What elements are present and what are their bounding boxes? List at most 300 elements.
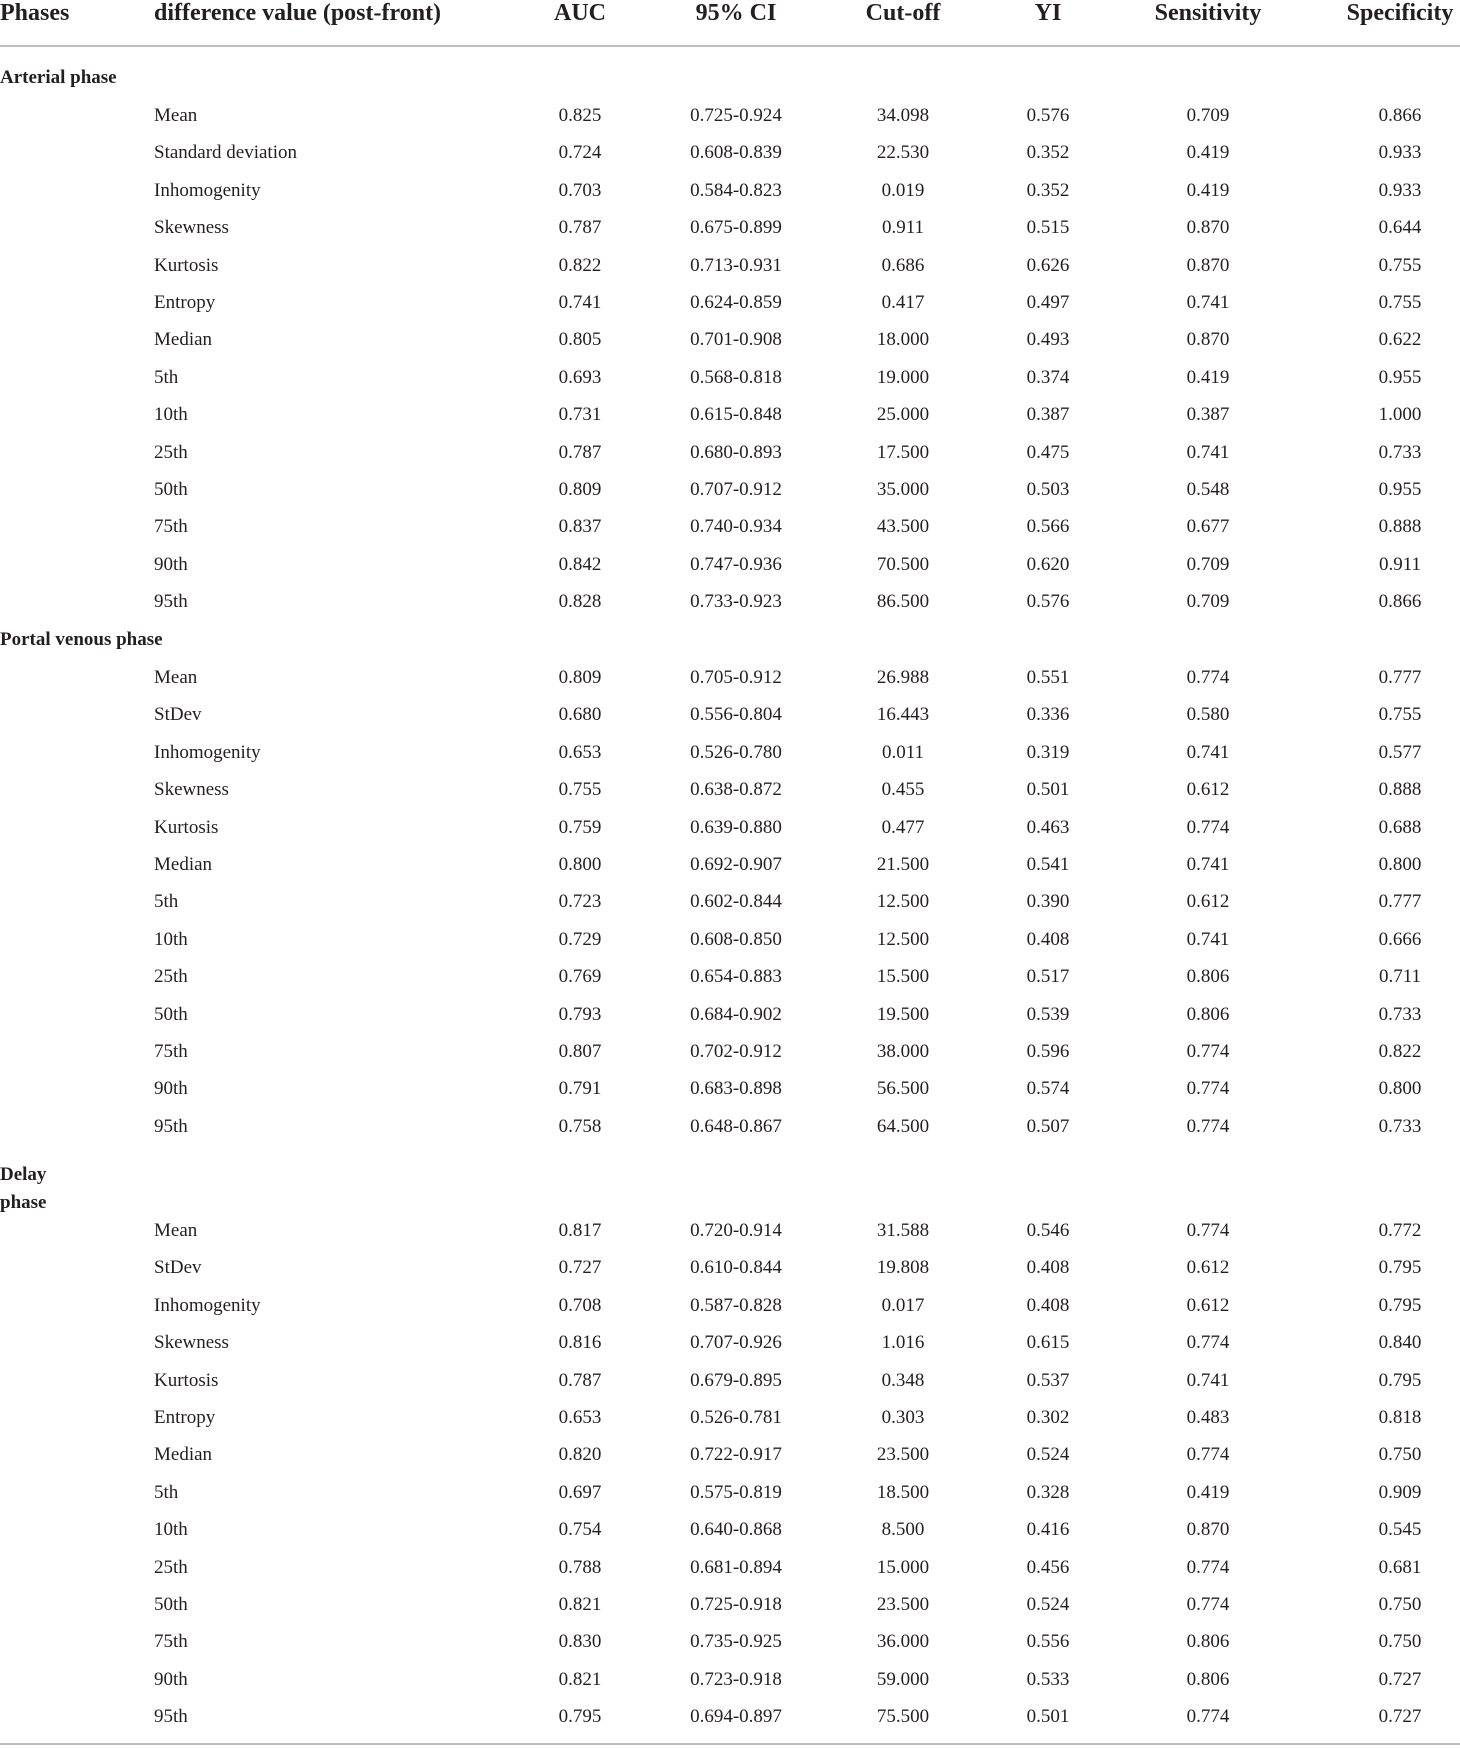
- param-name: Kurtosis: [154, 1370, 219, 1391]
- table-row: [0, 1033, 1460, 1070]
- specificity-value: 0.866: [1378, 591, 1422, 612]
- table-row: [0, 97, 1460, 134]
- cutoff-value: 64.500: [876, 1116, 930, 1137]
- ci-value: 0.639-0.880: [690, 817, 782, 838]
- cutoff-value: 31.588: [876, 1220, 930, 1241]
- yi-value: 0.302: [1026, 1407, 1070, 1428]
- yi-value: 0.537: [1026, 1370, 1070, 1391]
- param-name: 95th: [154, 591, 188, 612]
- cutoff-value: 19.500: [876, 1004, 930, 1025]
- param-name: Median: [154, 1444, 213, 1465]
- table-row: [0, 921, 1460, 958]
- cutoff-value: 0.686: [881, 255, 925, 276]
- sensitivity-value: 0.870: [1186, 1519, 1230, 1540]
- specificity-value: 0.795: [1378, 1295, 1422, 1316]
- param-name: Entropy: [154, 1407, 216, 1428]
- sensitivity-value: 0.419: [1186, 1482, 1230, 1503]
- table-row: [0, 883, 1460, 920]
- table-row: [0, 1399, 1460, 1436]
- auc-value: 0.791: [558, 1078, 602, 1099]
- specificity-value: 0.622: [1378, 329, 1422, 350]
- sensitivity-value: 0.774: [1186, 1706, 1230, 1727]
- table-row: [0, 1661, 1460, 1698]
- specificity-value: 0.933: [1378, 142, 1422, 163]
- ci-value: 0.713-0.931: [690, 255, 782, 276]
- sensitivity-value: 0.774: [1186, 1078, 1230, 1099]
- sensitivity-value: 0.774: [1186, 817, 1230, 838]
- specificity-value: 0.866: [1378, 105, 1422, 126]
- param-name: StDev: [154, 704, 202, 725]
- yi-value: 0.416: [1026, 1519, 1070, 1540]
- yi-value: 0.515: [1026, 217, 1070, 238]
- table-row: [0, 659, 1460, 696]
- auc-value: 0.741: [558, 292, 602, 313]
- specificity-value: 0.711: [1378, 966, 1422, 987]
- param-name: 75th: [154, 1041, 188, 1062]
- header-yi: YI: [1034, 0, 1062, 26]
- param-name: 50th: [154, 479, 188, 500]
- yi-value: 0.408: [1026, 1295, 1070, 1316]
- auc-value: 0.828: [558, 591, 602, 612]
- param-name: 10th: [154, 404, 188, 425]
- param-name: 50th: [154, 1004, 188, 1025]
- cutoff-value: 75.500: [876, 1706, 930, 1727]
- sensitivity-value: 0.483: [1186, 1407, 1230, 1428]
- table-row: [0, 1108, 1460, 1145]
- ci-value: 0.584-0.823: [690, 180, 782, 201]
- table-row: [0, 546, 1460, 583]
- cutoff-value: 0.017: [881, 1295, 925, 1316]
- specificity-value: 0.909: [1378, 1482, 1422, 1503]
- auc-value: 0.807: [558, 1041, 602, 1062]
- sensitivity-value: 0.419: [1186, 180, 1230, 201]
- table-row: [0, 1362, 1460, 1399]
- yi-value: 0.463: [1026, 817, 1070, 838]
- header-auc: AUC: [554, 0, 606, 26]
- yi-value: 0.408: [1026, 1257, 1070, 1278]
- specificity-value: 0.577: [1378, 742, 1422, 763]
- sensitivity-value: 0.774: [1186, 1557, 1230, 1578]
- table-row: [0, 1212, 1460, 1249]
- cutoff-value: 19.808: [876, 1257, 930, 1278]
- ci-value: 0.725-0.918: [690, 1594, 782, 1615]
- auc-value: 0.837: [558, 516, 602, 537]
- ci-value: 0.624-0.859: [690, 292, 782, 313]
- yi-value: 0.475: [1026, 442, 1070, 463]
- specificity-value: 0.733: [1378, 1116, 1422, 1137]
- param-name: 10th: [154, 1519, 188, 1540]
- sensitivity-value: 0.806: [1186, 1669, 1230, 1690]
- table-row: [0, 321, 1460, 358]
- specificity-value: 0.755: [1378, 704, 1422, 725]
- table-row: [0, 172, 1460, 209]
- cutoff-value: 43.500: [876, 516, 930, 537]
- table-row: [0, 434, 1460, 471]
- cutoff-value: 1.016: [881, 1332, 925, 1353]
- ci-value: 0.654-0.883: [690, 966, 782, 987]
- specificity-value: 0.822: [1378, 1041, 1422, 1062]
- specificity-value: 0.772: [1378, 1220, 1422, 1241]
- ci-value: 0.608-0.850: [690, 929, 782, 950]
- param-name: Entropy: [154, 292, 216, 313]
- specificity-value: 0.800: [1378, 1078, 1422, 1099]
- cutoff-value: 38.000: [876, 1041, 930, 1062]
- cutoff-value: 15.500: [876, 966, 930, 987]
- auc-value: 0.787: [558, 442, 602, 463]
- param-name: Skewness: [154, 217, 229, 238]
- specificity-value: 0.727: [1378, 1669, 1422, 1690]
- auc-value: 0.755: [558, 779, 602, 800]
- param-name: Inhomogenity: [154, 1295, 261, 1316]
- specificity-value: 0.818: [1378, 1407, 1422, 1428]
- specificity-value: 1.000: [1378, 404, 1422, 425]
- table-row: [0, 1586, 1460, 1623]
- auc-value: 0.787: [558, 1370, 602, 1391]
- cutoff-value: 0.019: [881, 180, 925, 201]
- table-row: [0, 1324, 1460, 1361]
- sensitivity-value: 0.741: [1186, 742, 1230, 763]
- header-rule: [0, 45, 1460, 47]
- cutoff-value: 26.988: [876, 667, 930, 688]
- ci-value: 0.735-0.925: [690, 1631, 782, 1652]
- sensitivity-value: 0.741: [1186, 1370, 1230, 1391]
- specificity-value: 0.681: [1378, 1557, 1422, 1578]
- ci-value: 0.725-0.924: [690, 105, 782, 126]
- auc-value: 0.697: [558, 1482, 602, 1503]
- specificity-value: 0.955: [1378, 367, 1422, 388]
- auc-value: 0.693: [558, 367, 602, 388]
- ci-value: 0.638-0.872: [690, 779, 782, 800]
- yi-value: 0.596: [1026, 1041, 1070, 1062]
- sensitivity-value: 0.774: [1186, 1594, 1230, 1615]
- specificity-value: 0.955: [1378, 479, 1422, 500]
- cutoff-value: 21.500: [876, 854, 930, 875]
- sensitivity-value: 0.612: [1186, 891, 1230, 912]
- ci-value: 0.707-0.926: [690, 1332, 782, 1353]
- table-row: [0, 1070, 1460, 1107]
- param-name: 90th: [154, 1669, 188, 1690]
- cutoff-value: 0.011: [881, 742, 925, 763]
- header-phases: Phases: [0, 0, 70, 26]
- auc-value: 0.759: [558, 817, 602, 838]
- cutoff-value: 70.500: [876, 554, 930, 575]
- table-row: [0, 1474, 1460, 1511]
- param-name: Inhomogenity: [154, 742, 261, 763]
- auc-value: 0.822: [558, 255, 602, 276]
- sensitivity-value: 0.709: [1186, 554, 1230, 575]
- auc-value: 0.724: [558, 142, 602, 163]
- yi-value: 0.352: [1026, 142, 1070, 163]
- sensitivity-value: 0.741: [1186, 442, 1230, 463]
- yi-value: 0.551: [1026, 667, 1070, 688]
- param-name: 25th: [154, 442, 188, 463]
- param-name: 25th: [154, 966, 188, 987]
- header-sensitivity: Sensitivity: [1154, 0, 1262, 26]
- specificity-value: 0.795: [1378, 1257, 1422, 1278]
- yi-value: 0.352: [1026, 180, 1070, 201]
- sensitivity-value: 0.677: [1186, 516, 1230, 537]
- specificity-value: 0.795: [1378, 1370, 1422, 1391]
- auc-value: 0.731: [558, 404, 602, 425]
- auc-value: 0.825: [558, 105, 602, 126]
- specificity-value: 0.933: [1378, 180, 1422, 201]
- cutoff-value: 0.303: [881, 1407, 925, 1428]
- specificity-value: 0.545: [1378, 1519, 1422, 1540]
- sensitivity-value: 0.612: [1186, 1295, 1230, 1316]
- yi-value: 0.390: [1026, 891, 1070, 912]
- yi-value: 0.374: [1026, 367, 1070, 388]
- sensitivity-value: 0.709: [1186, 105, 1230, 126]
- specificity-value: 0.750: [1378, 1631, 1422, 1652]
- ci-value: 0.740-0.934: [690, 516, 782, 537]
- specificity-value: 0.733: [1378, 1004, 1422, 1025]
- sensitivity-value: 0.806: [1186, 1631, 1230, 1652]
- sensitivity-value: 0.741: [1186, 854, 1230, 875]
- auc-value: 0.723: [558, 891, 602, 912]
- sensitivity-value: 0.548: [1186, 479, 1230, 500]
- cutoff-value: 19.000: [876, 367, 930, 388]
- yi-value: 0.576: [1026, 105, 1070, 126]
- sensitivity-value: 0.612: [1186, 779, 1230, 800]
- param-name: Kurtosis: [154, 255, 219, 276]
- table-row: [0, 734, 1460, 771]
- auc-value: 0.758: [558, 1116, 602, 1137]
- ci-value: 0.615-0.848: [690, 404, 782, 425]
- yi-value: 0.456: [1026, 1557, 1070, 1578]
- auc-value: 0.842: [558, 554, 602, 575]
- sensitivity-value: 0.774: [1186, 667, 1230, 688]
- specificity-value: 0.800: [1378, 854, 1422, 875]
- auc-value: 0.787: [558, 217, 602, 238]
- specificity-value: 0.750: [1378, 1594, 1422, 1615]
- auc-value: 0.653: [558, 742, 602, 763]
- yi-value: 0.387: [1026, 404, 1070, 425]
- ci-value: 0.747-0.936: [690, 554, 782, 575]
- ci-value: 0.683-0.898: [690, 1078, 782, 1099]
- yi-value: 0.574: [1026, 1078, 1070, 1099]
- param-name: Median: [154, 329, 213, 350]
- table-row: [0, 1698, 1460, 1735]
- param-name: 25th: [154, 1557, 188, 1578]
- table-row: [0, 846, 1460, 883]
- section-title: Arterial phase: [0, 67, 117, 88]
- sensitivity-value: 0.419: [1186, 367, 1230, 388]
- specificity-value: 0.755: [1378, 255, 1422, 276]
- param-name: 50th: [154, 1594, 188, 1615]
- ci-value: 0.680-0.893: [690, 442, 782, 463]
- sensitivity-value: 0.741: [1186, 929, 1230, 950]
- cutoff-value: 0.348: [881, 1370, 925, 1391]
- auc-value: 0.805: [558, 329, 602, 350]
- table-row: [0, 1549, 1460, 1586]
- sensitivity-value: 0.709: [1186, 591, 1230, 612]
- bottom-rule: [0, 1743, 1460, 1745]
- sensitivity-value: 0.387: [1186, 404, 1230, 425]
- param-name: Mean: [154, 1220, 198, 1241]
- table-row: [0, 359, 1460, 396]
- specificity-value: 0.911: [1378, 554, 1422, 575]
- cutoff-value: 25.000: [876, 404, 930, 425]
- header-95-ci: 95% CI: [695, 0, 777, 26]
- auc-value: 0.653: [558, 1407, 602, 1428]
- auc-value: 0.680: [558, 704, 602, 725]
- param-name: Standard deviation: [154, 142, 297, 163]
- param-name: Mean: [154, 667, 198, 688]
- sensitivity-value: 0.580: [1186, 704, 1230, 725]
- sensitivity-value: 0.741: [1186, 292, 1230, 313]
- cutoff-value: 18.000: [876, 329, 930, 350]
- table-row: [0, 1511, 1460, 1548]
- cutoff-value: 0.455: [881, 779, 925, 800]
- specificity-value: 0.755: [1378, 292, 1422, 313]
- auc-value: 0.793: [558, 1004, 602, 1025]
- specificity-value: 0.666: [1378, 929, 1422, 950]
- ci-value: 0.608-0.839: [690, 142, 782, 163]
- auc-value: 0.821: [558, 1669, 602, 1690]
- ci-value: 0.640-0.868: [690, 1519, 782, 1540]
- specificity-value: 0.750: [1378, 1444, 1422, 1465]
- param-name: 5th: [154, 367, 179, 388]
- table-row: [0, 1436, 1460, 1473]
- cutoff-value: 8.500: [881, 1519, 925, 1540]
- ci-value: 0.733-0.923: [690, 591, 782, 612]
- ci-value: 0.723-0.918: [690, 1669, 782, 1690]
- table-row: [0, 396, 1460, 433]
- cutoff-value: 34.098: [876, 105, 930, 126]
- section-title: Delay: [0, 1164, 47, 1185]
- header-specificity: Specificity: [1346, 0, 1454, 26]
- yi-value: 0.615: [1026, 1332, 1070, 1353]
- auc-value: 0.769: [558, 966, 602, 987]
- yi-value: 0.503: [1026, 479, 1070, 500]
- ci-value: 0.722-0.917: [690, 1444, 782, 1465]
- auc-value: 0.754: [558, 1519, 602, 1540]
- auc-value: 0.788: [558, 1557, 602, 1578]
- param-name: 75th: [154, 1631, 188, 1652]
- ci-value: 0.575-0.819: [690, 1482, 782, 1503]
- param-name: Skewness: [154, 779, 229, 800]
- sensitivity-value: 0.774: [1186, 1332, 1230, 1353]
- auc-value: 0.809: [558, 479, 602, 500]
- sensitivity-value: 0.870: [1186, 255, 1230, 276]
- yi-value: 0.576: [1026, 591, 1070, 612]
- yi-value: 0.507: [1026, 1116, 1070, 1137]
- auc-value: 0.727: [558, 1257, 602, 1278]
- ci-value: 0.587-0.828: [690, 1295, 782, 1316]
- table-row: [0, 1287, 1460, 1324]
- yi-value: 0.524: [1026, 1444, 1070, 1465]
- ci-value: 0.610-0.844: [690, 1257, 782, 1278]
- specificity-value: 0.777: [1378, 667, 1422, 688]
- cutoff-value: 56.500: [876, 1078, 930, 1099]
- header-difference-value: difference value (post-front): [154, 0, 442, 26]
- yi-value: 0.626: [1026, 255, 1070, 276]
- header-cutoff: Cut-off: [865, 0, 941, 26]
- cutoff-value: 0.477: [881, 817, 925, 838]
- table-row: [0, 247, 1460, 284]
- auc-value: 0.800: [558, 854, 602, 875]
- ci-value: 0.602-0.844: [690, 891, 782, 912]
- ci-value: 0.568-0.818: [690, 367, 782, 388]
- table-row: [0, 134, 1460, 171]
- auc-value: 0.795: [558, 1706, 602, 1727]
- cutoff-value: 23.500: [876, 1594, 930, 1615]
- table-row: [0, 958, 1460, 995]
- auc-value: 0.816: [558, 1332, 602, 1353]
- ci-value: 0.556-0.804: [690, 704, 782, 725]
- table-row: [0, 809, 1460, 846]
- specificity-value: 0.888: [1378, 516, 1422, 537]
- ci-value: 0.679-0.895: [690, 1370, 782, 1391]
- param-name: 90th: [154, 554, 188, 575]
- param-name: 10th: [154, 929, 188, 950]
- specificity-value: 0.777: [1378, 891, 1422, 912]
- sensitivity-value: 0.774: [1186, 1116, 1230, 1137]
- cutoff-value: 17.500: [876, 442, 930, 463]
- yi-value: 0.336: [1026, 704, 1070, 725]
- sensitivity-value: 0.419: [1186, 142, 1230, 163]
- cutoff-value: 0.417: [881, 292, 925, 313]
- table-row: [0, 1623, 1460, 1660]
- cutoff-value: 18.500: [876, 1482, 930, 1503]
- cutoff-value: 0.911: [881, 217, 925, 238]
- ci-value: 0.720-0.914: [690, 1220, 782, 1241]
- param-name: 5th: [154, 891, 179, 912]
- yi-value: 0.408: [1026, 929, 1070, 950]
- yi-value: 0.493: [1026, 329, 1070, 350]
- yi-value: 0.328: [1026, 1482, 1070, 1503]
- sensitivity-value: 0.774: [1186, 1220, 1230, 1241]
- auc-value: 0.809: [558, 667, 602, 688]
- cutoff-value: 86.500: [876, 591, 930, 612]
- ci-value: 0.684-0.902: [690, 1004, 782, 1025]
- auc-value: 0.821: [558, 1594, 602, 1615]
- ci-value: 0.694-0.897: [690, 1706, 782, 1727]
- sensitivity-value: 0.774: [1186, 1444, 1230, 1465]
- yi-value: 0.546: [1026, 1220, 1070, 1241]
- ci-value: 0.701-0.908: [690, 329, 782, 350]
- yi-value: 0.501: [1026, 779, 1070, 800]
- specificity-value: 0.688: [1378, 817, 1422, 838]
- auc-value: 0.703: [558, 180, 602, 201]
- yi-value: 0.319: [1026, 742, 1070, 763]
- yi-value: 0.566: [1026, 516, 1070, 537]
- table-row: [0, 771, 1460, 808]
- param-name: StDev: [154, 1257, 202, 1278]
- table-row: [0, 583, 1460, 620]
- param-name: Kurtosis: [154, 817, 219, 838]
- param-name: 5th: [154, 1482, 179, 1503]
- yi-value: 0.541: [1026, 854, 1070, 875]
- specificity-value: 0.888: [1378, 779, 1422, 800]
- param-name: 95th: [154, 1706, 188, 1727]
- table-row: [0, 1249, 1460, 1286]
- yi-value: 0.620: [1026, 554, 1070, 575]
- cutoff-value: 35.000: [876, 479, 930, 500]
- yi-value: 0.556: [1026, 1631, 1070, 1652]
- cutoff-value: 36.000: [876, 1631, 930, 1652]
- param-name: Skewness: [154, 1332, 229, 1353]
- cutoff-value: 12.500: [876, 929, 930, 950]
- auc-value: 0.708: [558, 1295, 602, 1316]
- specificity-value: 0.840: [1378, 1332, 1422, 1353]
- cutoff-value: 23.500: [876, 1444, 930, 1465]
- specificity-value: 0.733: [1378, 442, 1422, 463]
- ci-value: 0.707-0.912: [690, 479, 782, 500]
- cutoff-value: 16.443: [876, 704, 930, 725]
- auc-value: 0.729: [558, 929, 602, 950]
- cutoff-value: 12.500: [876, 891, 930, 912]
